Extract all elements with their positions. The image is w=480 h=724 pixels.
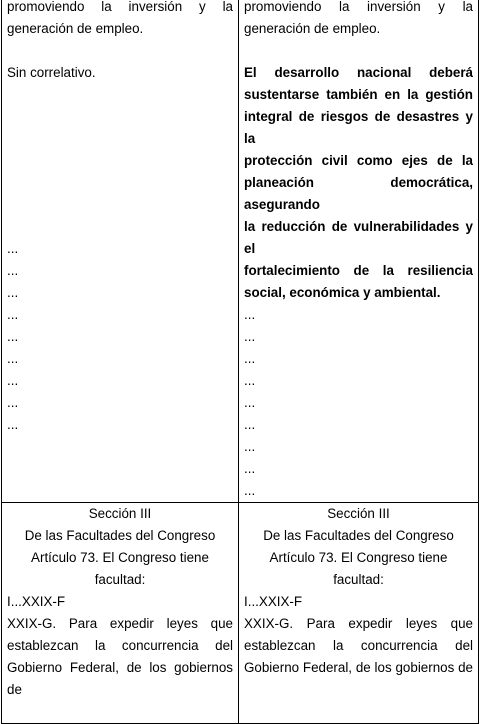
current-text-cell [2, 503, 239, 724]
current-text-cell [2, 0, 239, 503]
ellipsis-line: ... [7, 395, 19, 410]
added-text-line: El desarrollo nacional deberá [244, 65, 473, 80]
added-text-line: la reducción de vulnerabilidades y el [244, 219, 473, 256]
table-row [2, 0, 479, 503]
added-text-line: integral de riesgos de desastres y la [244, 109, 473, 146]
text-line: generación de empleo. [7, 21, 144, 36]
ellipsis-line: ... [244, 351, 256, 366]
fraction-range: I...XXIX-F [244, 594, 303, 609]
section-title: De las Facultades del Congreso [24, 528, 216, 543]
section-heading: Sección III [327, 506, 390, 521]
ellipsis-line: ... [7, 351, 19, 366]
ellipsis-line: ... [244, 461, 256, 476]
text-line: XXIX-G. Para expedir leyes que [7, 616, 233, 631]
ellipsis-line: ... [244, 417, 256, 432]
text-line: establezcan la concurrencia del [7, 638, 233, 653]
text-line: Gobierno Federal, de los gobiernos de [244, 660, 473, 675]
text-line: Gobierno Federal, de los gobiernos de [7, 660, 233, 697]
text-line: generación de empleo. [244, 21, 381, 36]
proposed-text-cell [239, 0, 479, 503]
text-line: promoviendo la inversión y la [7, 0, 233, 14]
added-text-line: protección civil como ejes de la [244, 153, 473, 168]
ellipsis-line: ... [244, 307, 256, 322]
added-text-line: fortalecimiento de la resiliencia [244, 263, 473, 278]
blank-line [7, 40, 233, 62]
blank-line [244, 40, 473, 62]
ellipsis-line: ... [7, 307, 19, 322]
ellipsis-line: ... [7, 373, 19, 388]
ellipsis-line: ... [244, 373, 256, 388]
added-text-line: social, económica y ambiental. [244, 285, 441, 300]
ellipsis-line: ... [7, 285, 19, 300]
text-line: promoviendo la inversión y la [244, 0, 473, 14]
section-title: De las Facultades del Congreso [263, 528, 454, 543]
ellipsis-line: ... [244, 483, 256, 498]
added-text-line: planeación democrática, asegurando [244, 175, 473, 212]
ellipsis-line: ... [244, 439, 256, 454]
ellipsis-line: ... [7, 241, 19, 256]
text-line: establezcan la concurrencia del [244, 638, 473, 653]
added-text-line: sustentarse también en la gestión [244, 87, 473, 102]
no-correlative-note: Sin correlativo. [7, 65, 96, 80]
fraction-range: I...XXIX-F [7, 594, 66, 609]
ellipsis-line: ... [244, 395, 256, 410]
article-heading: Artículo 73. El Congreso tiene facultad: [31, 550, 209, 587]
ellipsis-line: ... [7, 417, 19, 432]
comparison-table [1, 0, 479, 724]
section-heading: Sección III [88, 506, 152, 521]
text-line: XXIX-G. Para expedir leyes que [244, 616, 473, 631]
table-row [2, 503, 479, 724]
proposed-text-cell [239, 503, 479, 724]
ellipsis-line: ... [244, 329, 256, 344]
article-heading: Artículo 73. El Congreso tiene facultad: [269, 550, 448, 587]
ellipsis-line: ... [7, 263, 19, 278]
ellipsis-line: ... [7, 329, 19, 344]
